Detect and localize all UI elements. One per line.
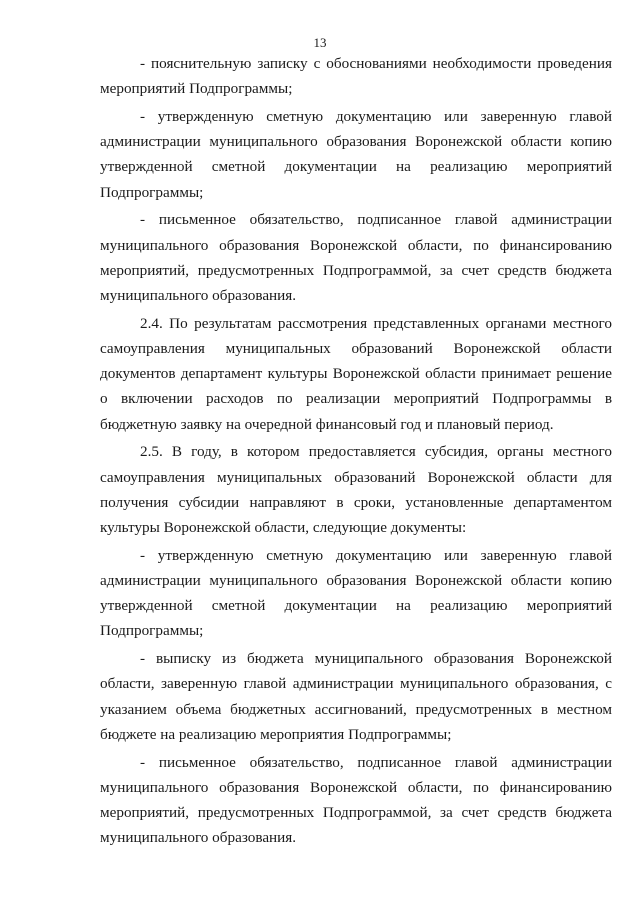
paragraph-estimate-documentation: - утвержденную сметную документацию или заверенную главой администрации муниципального образования Воронежской области копию утвержденной сметной документации на реализацию мероприятий Подпрограммы; xyxy=(100,108,612,201)
document-body xyxy=(100,51,612,850)
paragraph-explanatory-note: - пояснительную записку с обоснованиями необходимости проведения мероприятий Подпрограммы; xyxy=(100,55,612,98)
page-number: 13 xyxy=(313,35,327,50)
paragraph-budget-extract: - выписку из бюджета муниципального образования Воронежской области, заверенную главой администрации муниципального образования, с указанием объема бюджетных ассигнований, предусмотренных в местном бюджете на реализацию мероприятия Подпрограммы; xyxy=(100,650,612,743)
paragraph-written-obligation: - письменное обязательство, подписанное главой администрации муниципального образования Воронежской области, по финансированию мероприятий, предусмотренных Подпрограммой, за счет средств бюджета муниципального образования. xyxy=(100,211,612,305)
paragraph-estimate-documentation-2: - утвержденную сметную документацию или заверенную главой администрации муниципального образования Воронежской области копию утвержденной сметной документации на реализацию мероприятий Подпрограммы; xyxy=(100,546,612,640)
paragraph-written-obligation-2: - письменное обязательство, подписанное главой администрации муниципального образования Воронежской области, по финансированию мероприятий, предусмотренных Подпрограммой, за счет средств бюджета муниципального образования. xyxy=(100,753,612,847)
paragraph-section-2-5: 2.5. В году, в котором предоставляется субсидия, органы местного самоуправления муниципальных образований Воронежской области для получения субсидии направляют в сроки, установленные департаментом культуры Воронежской области, следующие документы: xyxy=(100,443,612,537)
paragraph-section-2-4: 2.4. По результатам рассмотрения представленных органами местного самоуправления муниципальных образований Воронежской области документов департамент культуры Воронежской области принимает решение о включении расходов по реализации мероприятий Подпрограммы в бюджетную заявку на очередной финансовый год и плановый период. xyxy=(100,314,612,433)
